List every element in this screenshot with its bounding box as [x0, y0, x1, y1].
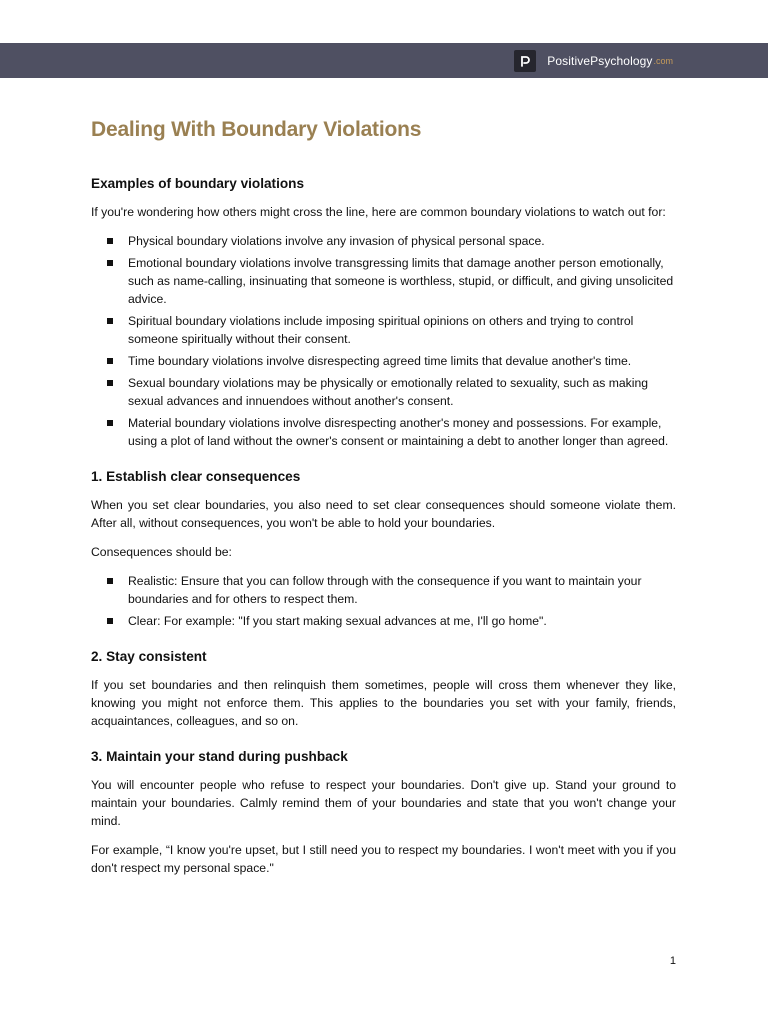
- violations-list: [91, 232, 676, 450]
- document-body: [91, 113, 676, 888]
- section-paragraph: You will encounter people who refuse to respect your boundaries. Don't give up. Stand your ground to maintain your boundaries. Calmly remind them of your boundaries and state that you won't change your mind.: [91, 778, 676, 828]
- section-intro: If you're wondering how others might cross the line, here are common boundary violations to watch out for:: [91, 205, 666, 219]
- bullet-icon: [107, 260, 113, 266]
- bullet-icon: [107, 318, 113, 324]
- section-heading-pushback: 3. Maintain your stand during pushback: [91, 749, 348, 764]
- list-item: Spiritual boundary violations include imposing spiritual opinions on others and trying to control someone spiritually without their consent.: [91, 312, 676, 348]
- brand-name: PositivePsychology: [547, 54, 653, 68]
- section-lead: Consequences should be:: [91, 545, 232, 559]
- bullet-icon: [107, 618, 113, 624]
- list-item: Sexual boundary violations may be physically or emotionally related to sexuality, such as making sexual advances and innuendoes without another's consent.: [91, 374, 676, 410]
- section-paragraph: When you set clear boundaries, you also need to set clear consequences should someone violate them. After all, without consequences, you won't be able to hold your boundaries.: [91, 498, 676, 530]
- list-item: Clear: For example: "If you start making sexual advances at me, I'll go home".: [91, 612, 676, 630]
- section-heading-examples: Examples of boundary violations: [91, 176, 305, 191]
- bullet-icon: [107, 380, 113, 386]
- section-paragraph: For example, “I know you're upset, but I still need you to respect my boundaries. I won't meet with you if you don't respect my personal space.": [91, 843, 676, 875]
- consequences-list: [91, 572, 676, 630]
- bullet-icon: [107, 420, 113, 426]
- list-item: Material boundary violations involve disrespecting another's money and possessions. For example, using a plot of land without the owner's consent or maintaining a debt to another longer than agreed.: [91, 414, 676, 450]
- brand-logo-icon: [514, 50, 536, 72]
- list-item: Emotional boundary violations involve transgressing limits that damage another person emotionally, such as name-calling, insinuating that someone is worthless, stupid, or difficult, and giving unsolicited advice.: [91, 254, 676, 308]
- section-heading-consequences: 1. Establish clear consequences: [91, 469, 301, 484]
- list-item: Realistic: Ensure that you can follow through with the consequence if you want to maintain your boundaries and for others to respect them.: [91, 572, 676, 608]
- bullet-icon: [107, 238, 113, 244]
- header-bar: [0, 43, 768, 78]
- brand-tld: .com: [653, 56, 673, 66]
- list-item: Time boundary violations involve disrespecting agreed time limits that devalue another's time.: [91, 352, 676, 370]
- bullet-icon: [107, 578, 113, 584]
- brand[interactable]: [514, 50, 673, 72]
- section-heading-consistent: 2. Stay consistent: [91, 649, 207, 664]
- bullet-icon: [107, 358, 113, 364]
- page-title: Dealing With Boundary Violations: [91, 118, 422, 141]
- section-paragraph: If you set boundaries and then relinquish them sometimes, people will cross them whenever they like, knowing you might not enforce them. This applies to the boundaries you set with your family, friends, acquaintances, colleagues, and so on.: [91, 678, 676, 728]
- page-number: 1: [669, 955, 676, 967]
- list-item: Physical boundary violations involve any invasion of physical personal space.: [91, 232, 676, 250]
